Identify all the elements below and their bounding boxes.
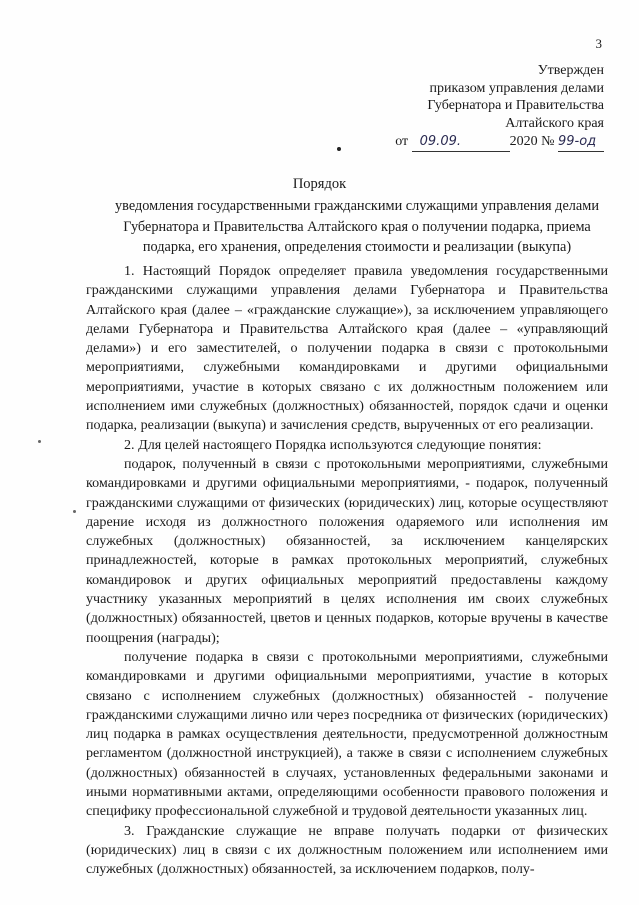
scan-speck — [73, 510, 76, 513]
handwritten-date: 09.09. — [412, 133, 510, 152]
approval-line-3: Губернатора и Правительства — [427, 98, 604, 113]
approval-line-2: приказом управления делами — [429, 80, 604, 96]
page-number: 3 — [595, 36, 602, 51]
paragraph-4: получение подарка в связи с протокольными мероприятиями, служебными командировками и другими официальными мероприятиями, участие в которых связано с исполнением служебных (должностных) обязанностей - получение гражданскими служащими лично или через посредника от физических (юридических) лиц подарка в рамках осуществления деятельности, предусмотренной должностным регламентом (должностной инструкцией), а также в связи с исполнением служебных (должностных) обязанностей в случаях, установленных федеральными законами и иными нормативными актами, определяющими особенности правового положения и специфику профессиональной служебной и трудовой деятельности указанных лиц. — [86, 648, 608, 820]
document-title: Порядок — [292, 176, 347, 192]
approval-date-line — [395, 133, 604, 152]
approval-line-4: Алтайского края — [505, 115, 604, 131]
document-body — [86, 262, 608, 880]
paragraph-1: 1. Настоящий Порядок определяет правила уведомления государственными гражданскими служащими управления делами Губернатора и Правительства Алтайского края (далее – «гражданские служащие»), за исключением управляющего делами Губернатора и Правительства Алтайского края (далее – «управляющий делами») и его заместителей, о получении подарка в связи с протокольными мероприятиями, служебными командировками и другими официальными мероприятиями, участие в которых связано с их должностным положением или исполнением ими служебных (должностных) обязанностей, порядок сдачи и оценки подарка, реализации (выкупа) и зачисления средств, вырученных от его реализации. — [86, 263, 608, 434]
approval-year: 2020 № — [509, 134, 555, 149]
approval-stamp — [395, 62, 604, 152]
handwritten-number: 99-од — [558, 133, 604, 152]
paragraph-3: подарок, полученный в связи с протокольными мероприятиями, служебными командировками и другими официальными мероприятиями, - подарок, полученный гражданскими служащими от физических (юридических) лиц, которые осуществляют дарение исходя из должностного положения одаряемого или исполнения им служебных (должностных) обязанностей, за исключением канцелярских принадлежностей, которые в рамках протокольных мероприятий, служебных командировок и других официальных мероприятий предоставлены каждому участнику указанных мероприятий в целях исполнения им своих служебных (должностных) обязанностей, цветов и ценных подарков, которые вручены в качестве поощрения (награды); — [86, 455, 608, 646]
paragraph-2: 2. Для целей настоящего Порядка используются следующие понятия: — [124, 436, 542, 453]
date-prefix: от — [395, 134, 409, 149]
paragraph-5: 3. Гражданские служащие не вправе получать подарки от физических (юридических) лиц в связи с их должностным положением или исполнением ими служебных (должностных) обязанностей, за исключением подарков, полу- — [86, 822, 608, 878]
ink-dot — [337, 147, 341, 151]
approval-line-1: Утвержден — [537, 63, 604, 78]
scan-speck — [38, 440, 41, 443]
document-subtitle: уведомления государственными гражданскими служащими управления делами Губернатора и Правительства Алтайского края о получении подарка, приема подарка, его хранения, определения стоимости и реализации (выкупа) — [115, 198, 599, 255]
